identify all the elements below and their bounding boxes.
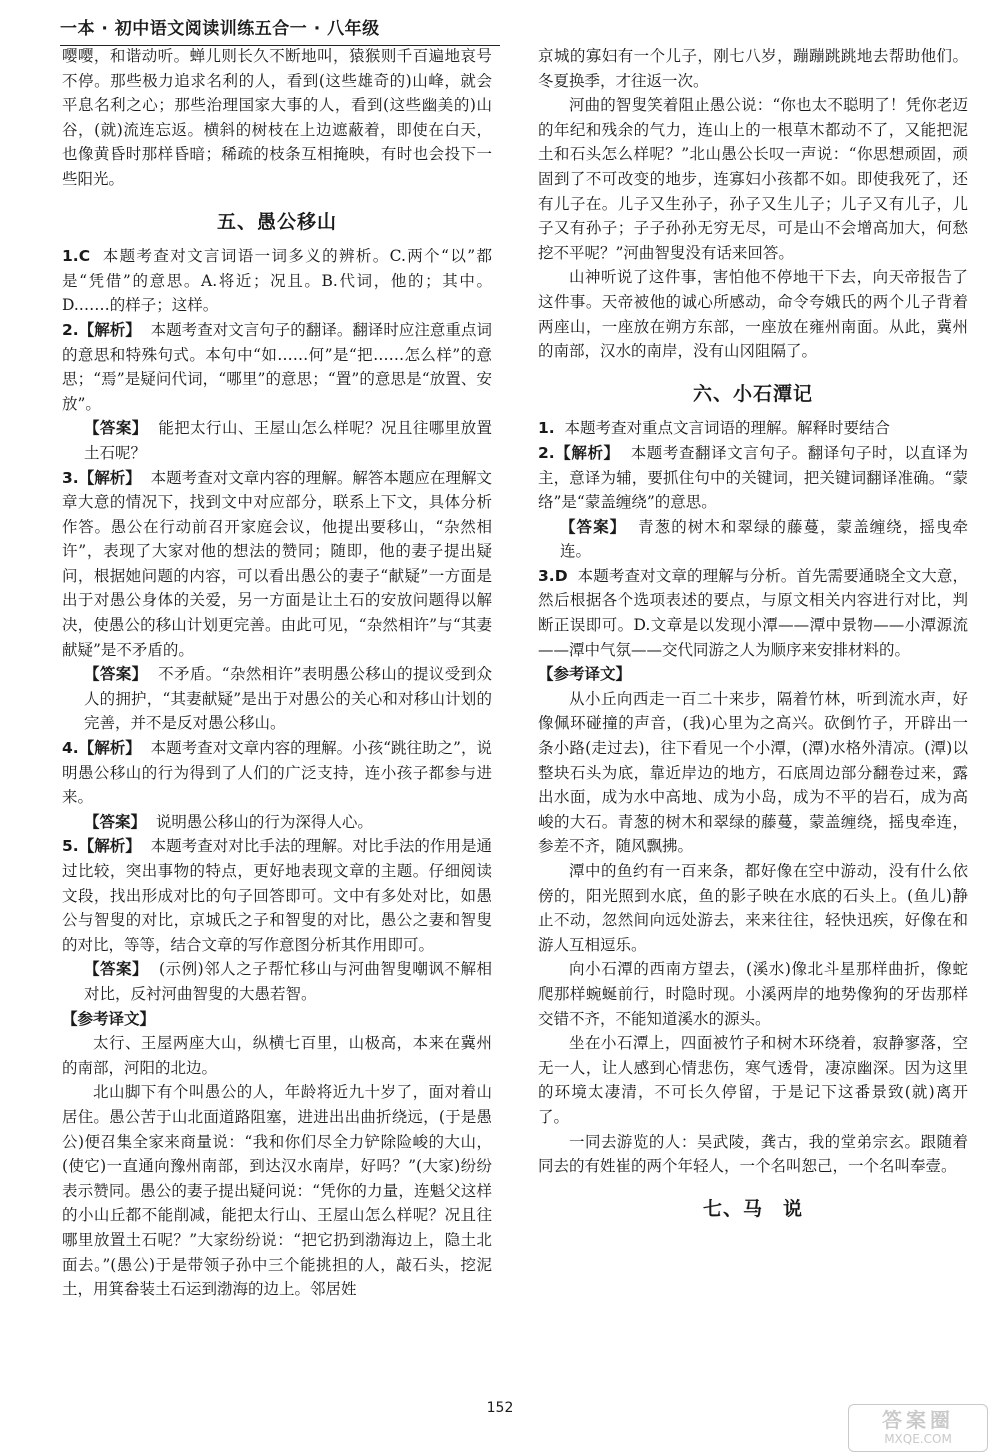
watermark-logo: [848, 1404, 988, 1452]
translation-paragraph: 北山脚下有个叫愚公的人，年龄将近九十岁了，面对着山居住。愚公苦于山北面道路阻塞，进进出出曲折绕远，(于是愚公)便召集全家来商量说：“我和你们尽全力铲除险峻的大山，(使它)一直通向豫州南部，到达汉水南岸，好吗？”(大家)纷纷表示赞同。愚公的妻子提出疑问说：“凭你的力量，连魁父这样的小山丘都不能削减，能把太行山、王屋山怎么样呢？况且往哪里放置土石呢？”大家纷纷说：“把它扔到渤海边上，隐土北面去。”(愚公)于是带领子孙中三个能挑担的人，敲石头，挖泥土，用箕畚装土石运到渤海的边上。邻居姓: [62, 1083, 492, 1299]
answer-text: 能把太行山、王屋山怎么样呢？况且往哪里放置土石呢？: [84, 419, 492, 462]
answer-tag: 【答案】: [84, 419, 148, 438]
section-title-yugong: 五、愚公移山: [216, 210, 337, 233]
answer-letter: C: [78, 247, 91, 266]
question-number: 2.: [538, 443, 555, 462]
page-number: 152: [486, 1400, 514, 1416]
answer-tag: 【答案】: [84, 960, 149, 979]
analysis-text: 本题考查对对比手法的理解。对比手法的作用是通过比较，突出事物的特点，更好地表现文章的主题。仔细阅读文段，找出形成对比的句子回答即可。文中有多处对比，如愚公与智叟的对比，京城氏之子和智叟的对比，愚公之妻和智叟的对比，等等，结合文章的写作意图分析其作用即可。: [62, 837, 492, 954]
question-number: 5.: [62, 837, 79, 856]
analysis-tag: 【解析】: [78, 739, 141, 758]
answer-letter: D: [554, 566, 568, 585]
answer-4: [62, 810, 492, 835]
question-text: 本题考查对文章的理解与分析。首先需要通晓全文大意，然后根据各个选项表述的要点，与原文相关内容进行对比，判断正误即可。D.文章是以发现小潭——潭中景物——小潭源流——潭中气氛——交代同游之人为顺序来安排材料的。: [538, 566, 968, 659]
analysis-tag: 【解析】: [78, 837, 141, 856]
question-number: 2.: [62, 320, 79, 339]
answer-5: [62, 957, 492, 1006]
left-column: [62, 44, 492, 1302]
translation-paragraph: 一同去游览的人：吴武陵，龚古，我的堂弟宗玄。跟随着同去的有姓崔的两个年轻人，一个名叫恕己，一个名叫奉壹。: [538, 1132, 968, 1176]
analysis-text: 本题考查翻译文言句子。翻译句子时，以直译为主，意译为辅，要抓住句中的关键词，把关键词翻译准确。“蒙络”是“蒙盖缠绕”的意思。: [538, 443, 968, 512]
question-number: 3.: [62, 468, 79, 487]
watermark-url: MXQE.COM: [884, 1432, 952, 1446]
answer-tag: 【答案】: [560, 517, 627, 536]
translation-paragraph: 从小丘向西走一百二十来步，隔着竹林，听到流水声，好像佩环碰撞的声音，(我)心里为之高兴。砍倒竹子，开辟出一条小路(走过去)，往下看见一个小潭，(潭)水格外清凉。(潭)以整块石头为底，靠近岸边的地方，石底周边部分翻卷过来，露出水面，成为水中高地、成为小岛，成为不平的岩石，成为高峻的大石。青葱的树木和翠绿的藤蔓，蒙盖缠绕，摇曳牵连，参差不齐，随风飘拂。: [538, 689, 968, 856]
answer-2: [538, 515, 968, 564]
answer-2: [62, 416, 492, 465]
translation-paragraph: 潭中的鱼约有一百来条，都好像在空中游动，没有什么依傍的，阳光照到水底，鱼的影子映在水底的石头上。(鱼儿)静止不动，忽然间向远处游去，来来往往，轻快迅疾，好像在和游人互相逗乐。: [538, 862, 968, 954]
translation-continuation: 京城的寡妇有一个儿子，刚七八岁，蹦蹦跳跳地去帮助他们。冬夏换季，才往返一次。: [538, 47, 968, 90]
translation-paragraph: 坐在小石潭上，四面被竹子和树木环绕着，寂静寥落，空无一人，让人感到心情悲伤，寒气透骨，凄凉幽深。因为这里的环境太凄清，不可长久停留，于是记下这番景致(就)离开了。: [538, 1034, 968, 1126]
section-title-mashuo: 七、马 说: [702, 1197, 803, 1220]
question-text: 本题考查对重点文言词语的理解。解释时要结合: [564, 419, 891, 438]
analysis-tag: 【解析】: [78, 468, 141, 487]
analysis-text: 本题考查对文章内容的理解。解答本题应在理解文章大意的情况下，找到文中对应部分，联系上下文，具体分析作答。愚公在行动前召开家庭会议，他提出要移山，“杂然相许”，表现了大家对他的想法的赞同；随即，他的妻子提出疑问，根据她问题的内容，可以看出愚公的妻子“献疑”一方面是出于对愚公身体的关爱，另一方面是让土石的安放问题得以解决，使愚公的移山计划更完善。由此可见，“杂然相许”与“其妻献疑”是不矛盾的。: [62, 468, 492, 659]
answer-3: [62, 662, 492, 736]
translation-paragraph: 河曲的智叟笑着阻止愚公说：“你也太不聪明了！凭你老迈的年纪和残余的气力，连山上的一根草木都动不了，又能把泥土和石头怎么样呢？”北山愚公长叹一声说：“你思想顽固，顽固到了不可改变的地步，连寡妇小孩都不如。即使我死了，还有儿子在。儿子又生孙子，孙子又生儿子；儿子又有儿子，儿子又有孙子；子子孙孙无穷无尽，可是山不会增高加大，何愁挖不平呢？”河曲智叟没有话来回答。: [538, 96, 968, 262]
translation-paragraph: 向小石潭的西南方望去，(溪水)像北斗星那样曲折，像蛇爬那样蜿蜒前行，时隐时现。小溪两岸的地势像狗的牙齿那样交错不齐，不能知道溪水的源头。: [538, 960, 968, 1028]
question-number: 1.: [62, 247, 79, 266]
question-4: [62, 736, 492, 810]
question-1: [62, 244, 492, 318]
answer-text: (示例)邻人之子帮忙移山与河曲智叟嘲讽不解相对比，反衬河曲智叟的大愚若智。: [84, 960, 492, 1003]
question-3: [62, 466, 492, 663]
question-2: [538, 441, 968, 515]
page-header: 一本 · 初中语文阅读训练五合一 · 八年级: [60, 14, 500, 46]
answer-text: 不矛盾。“杂然相许”表明愚公移山的提议受到众人的拥护，“其妻献疑”是出于对愚公的关心和对移山计划的完善，并不是反对愚公移山。: [84, 665, 492, 733]
question-number: 3.: [538, 566, 555, 585]
analysis-text: 本题考查对文章内容的理解。小孩“跳往助之”，说明愚公移山的行为得到了人们的广泛支持，连小孩子都参与进来。: [62, 739, 492, 807]
answer-tag: 【答案】: [84, 665, 148, 684]
question-3: [538, 564, 968, 662]
translation-paragraph: 太行、王屋两座大山，纵横七百里，山极高，本来在冀州的南部，河阳的北边。: [62, 1034, 492, 1077]
watermark-text: 答案圈: [882, 1408, 954, 1432]
reference-translation-heading: 【参考译文】: [62, 1009, 156, 1028]
analysis-tag: 【解析】: [78, 320, 141, 339]
question-number: 1.: [538, 419, 555, 438]
question-1: [538, 416, 968, 441]
analysis-tag: 【解析】: [554, 443, 620, 462]
question-number: 4.: [62, 739, 79, 758]
question-5: [62, 834, 492, 957]
reference-translation-heading: 【参考译文】: [538, 665, 632, 684]
answer-text: 说明愚公移山的行为深得人心。: [155, 812, 373, 831]
right-column: [538, 44, 968, 1231]
analysis-text: 本题考查对文言句子的翻译。翻译时应注意重点词的意思和特殊句式。本句中“如……何”是“把……怎么样”的意思；“焉”是疑问代词，“哪里”的意思；“置”的意思是“放置、安放”。: [62, 320, 492, 413]
translation-paragraph: 山神听说了这件事，害怕他不停地干下去，向天帝报告了这件事。天帝被他的诚心所感动，命令夸娥氏的两个儿子背着两座山，一座放在朔方东部，一座放在雍州南面。从此，冀州的南部，汉水的南岸，没有山冈阻隔了。: [538, 268, 968, 361]
question-text: 本题考查对文言词语一词多义的辨析。C.两个“以”都是“凭借”的意思。A.将近；况且。B.代词，他的；其中。D.……的样子；这样。: [62, 247, 492, 315]
answer-tag: 【答案】: [84, 812, 147, 831]
intro-paragraph: 嘤嘤，和谐动听。蝉儿则长久不断地叫，猿猴则千百遍地哀号不停。那些极力追求名利的人，看到(这些雄奇的)山峰，就会平息名利之心；那些治理国家大事的人，看到(这些幽美的)山谷，(就)流连忘返。横斜的树枝在上边遮蔽着，即使在白天，也像黄昏时那样昏暗；稀疏的枝条互相掩映，有时也会投下一些阳光。: [62, 47, 492, 188]
section-title-xiaoshitan: 六、小石潭记: [692, 382, 813, 405]
question-2: [62, 318, 492, 416]
answer-text: 青葱的树木和翠绿的藤蔓，蒙盖缠绕，摇曳牵连。: [560, 517, 968, 561]
